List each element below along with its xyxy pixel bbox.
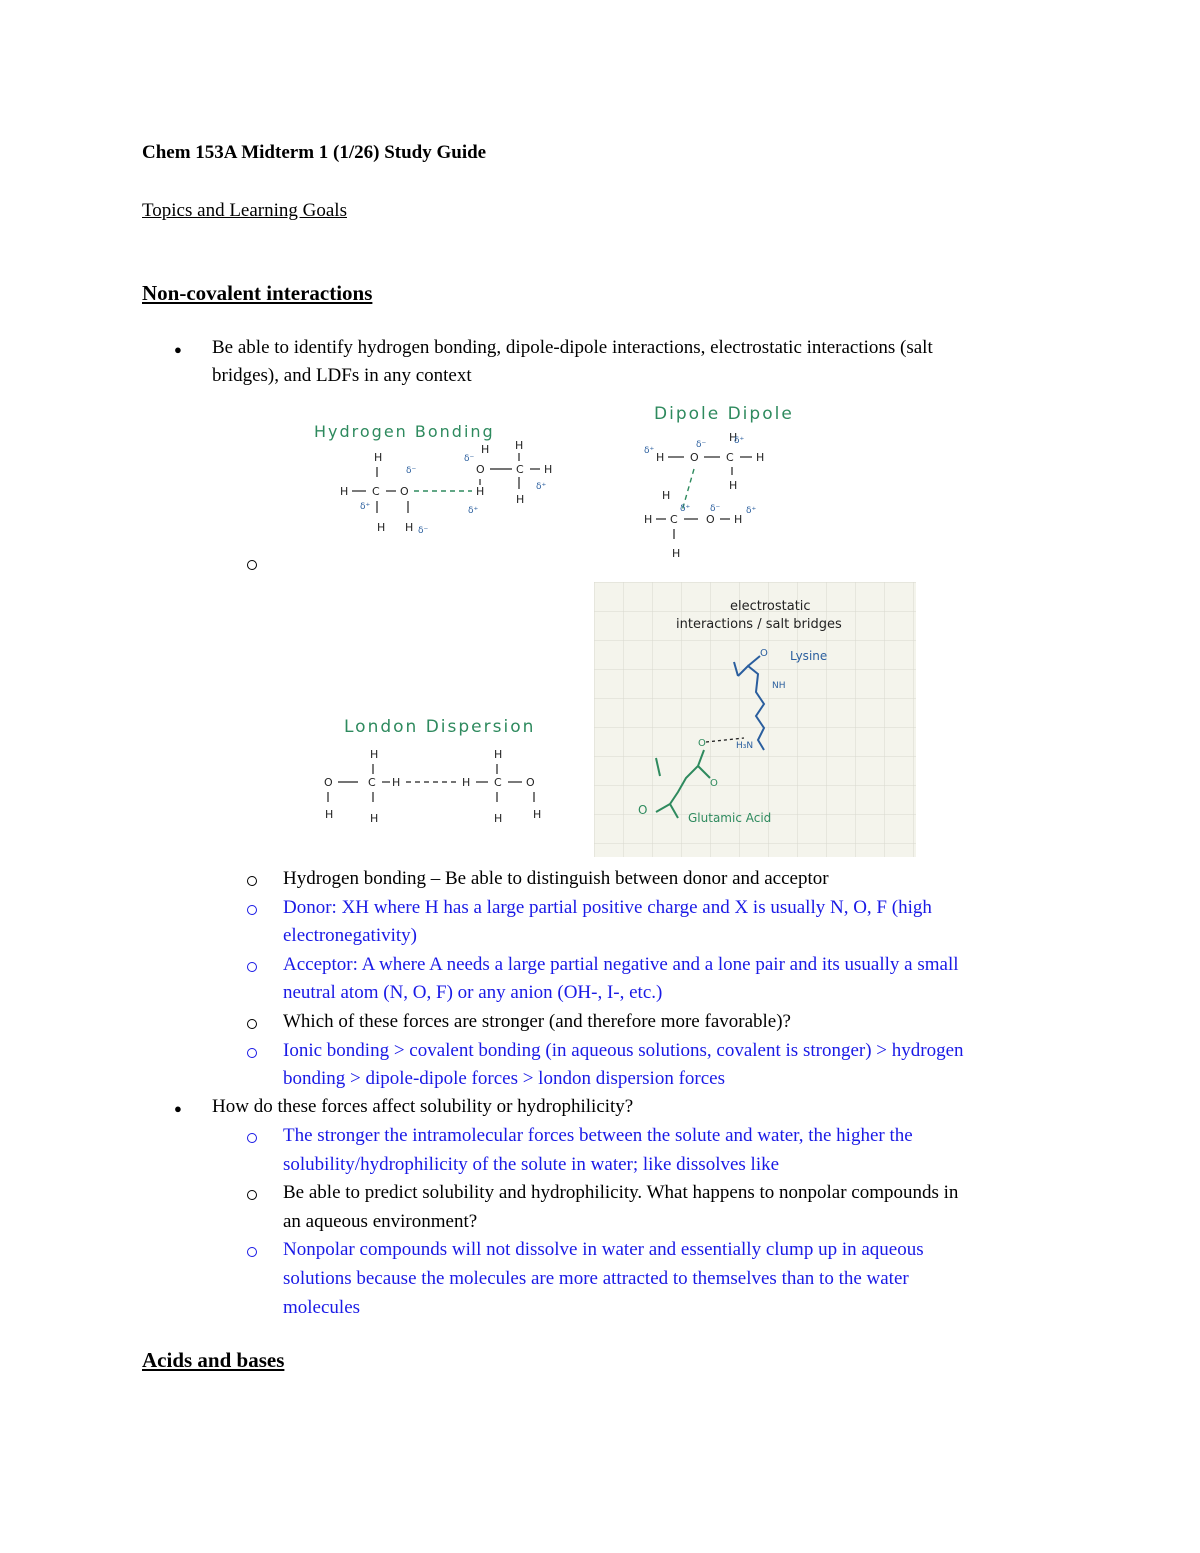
- bullet-dot: ●: [174, 342, 182, 357]
- sub-item-line: The stronger the intramolecular forces between the solute and water, the higher the: [283, 1125, 913, 1146]
- sub-item-line: Nonpolar compounds will not dissolve in water and essentially clump up in aqueous: [283, 1239, 924, 1261]
- svg-text:H: H: [392, 776, 401, 789]
- sub-item-line: Ionic bonding > covalent bonding (in aqueous solutions, covalent is stronger) > hydrogen: [283, 1039, 964, 1061]
- svg-text:NH: NH: [772, 681, 786, 691]
- bullet2-text: How do these forces affect solubility or hydrophilicity?: [212, 1096, 634, 1117]
- hbond-label: Hydrogen Bonding: [314, 422, 495, 441]
- sub-item-line: solubility/hydrophilicity of the solute in water; like dissolves like: [283, 1153, 780, 1175]
- svg-text:O: O: [710, 778, 718, 789]
- svg-text:H: H: [516, 493, 525, 506]
- london-dispersion-sketch: [300, 690, 590, 830]
- sub-bullet-circle: [247, 962, 257, 972]
- svg-text:O: O: [706, 513, 715, 526]
- svg-text:H: H: [370, 748, 379, 761]
- svg-text:δ⁻: δ⁻: [696, 440, 707, 450]
- sub-item-line: molecules: [283, 1296, 361, 1318]
- sub-item-line: Donor: XH where H has a large partial positive charge and X is usually N, O, F (high: [283, 896, 932, 918]
- svg-text:H: H: [340, 485, 349, 498]
- sub-bullet-circle: [247, 1019, 257, 1029]
- svg-text:δ⁻: δ⁻: [710, 504, 721, 514]
- svg-text:δ⁺: δ⁺: [536, 482, 547, 492]
- section-heading-noncovalent: Non-covalent interactions: [142, 281, 373, 305]
- svg-text:O: O: [400, 485, 409, 498]
- svg-text:H: H: [662, 489, 671, 502]
- svg-text:H: H: [756, 451, 765, 464]
- london-label: London Dispersion: [344, 717, 536, 737]
- svg-text:O: O: [638, 803, 648, 817]
- sub-bullet-circle: [247, 560, 257, 570]
- svg-text:H: H: [515, 439, 524, 452]
- svg-text:δ⁻: δ⁻: [406, 466, 417, 476]
- svg-text:δ⁺: δ⁺: [746, 506, 757, 516]
- svg-text:H: H: [734, 513, 743, 526]
- sub-item-line: Be able to predict solubility and hydrophilicity. What happens to nonpolar compounds in: [283, 1182, 959, 1204]
- svg-text:H: H: [729, 479, 738, 492]
- svg-text:H: H: [544, 463, 553, 476]
- svg-text:H: H: [672, 547, 681, 560]
- svg-text:H: H: [476, 485, 485, 498]
- svg-text:δ⁺: δ⁺: [468, 506, 479, 516]
- sub-item-line: Hydrogen bonding – Be able to distinguish between donor and acceptor: [283, 868, 829, 889]
- svg-text:H: H: [481, 443, 490, 456]
- subtitle: Topics and Learning Goals: [142, 200, 347, 221]
- salt-bridge-sketch: [594, 582, 916, 857]
- svg-text:C: C: [372, 485, 380, 498]
- svg-text:H: H: [494, 812, 503, 825]
- sub-item-line: Which of these forces are stronger (and therefore more favorable)?: [283, 1011, 791, 1032]
- svg-text:δ⁺: δ⁺: [680, 504, 691, 514]
- svg-text:C: C: [368, 776, 376, 789]
- svg-text:O: O: [476, 463, 485, 476]
- svg-text:δ⁺: δ⁺: [360, 502, 371, 512]
- sub-item-line: electronegativity): [283, 925, 417, 947]
- svg-text:H: H: [533, 808, 542, 821]
- svg-text:δ⁺: δ⁺: [734, 436, 745, 446]
- svg-text:H₃N: H₃N: [736, 741, 754, 751]
- hydrogen-bonding-sketch: [300, 405, 580, 550]
- sub-item-line: Acceptor: A where A needs a large partial negative and a lone pair and its usually a small: [283, 953, 959, 975]
- svg-text:δ⁺: δ⁺: [644, 446, 655, 456]
- svg-text:H: H: [494, 748, 503, 761]
- sub-item-line: neutral atom (N, O, F) or any anion (OH-, I-, etc.): [283, 982, 663, 1004]
- dipole-dipole-sketch: [640, 395, 840, 565]
- dipole-label: Dipole Dipole: [654, 404, 794, 424]
- svg-text:H: H: [377, 521, 386, 534]
- svg-text:O: O: [760, 648, 768, 659]
- sub-bullet-circle: [247, 1190, 257, 1200]
- salt-label-line1: electrostatic: [730, 599, 811, 614]
- svg-text:H: H: [462, 776, 471, 789]
- svg-text:H: H: [405, 521, 414, 534]
- salt-label-line2: interactions / salt bridges: [676, 617, 842, 632]
- svg-text:C: C: [726, 451, 734, 464]
- svg-text:H: H: [370, 812, 379, 825]
- svg-text:C: C: [670, 513, 678, 526]
- svg-text:H: H: [325, 808, 334, 821]
- sub-bullet-circle: [247, 876, 257, 886]
- svg-text:O: O: [698, 738, 706, 749]
- page-title: Chem 153A Midterm 1 (1/26) Study Guide: [142, 142, 487, 163]
- svg-text:δ⁻: δ⁻: [418, 526, 429, 536]
- bullet1-line1: Be able to identify hydrogen bonding, dipole-dipole interactions, electrostatic interactions (salt: [212, 337, 933, 358]
- svg-text:O: O: [690, 451, 699, 464]
- sub-item-line: solutions because the molecules are more attracted to themselves than to the water: [283, 1268, 909, 1289]
- glutamic-label: Glutamic Acid: [688, 811, 772, 825]
- svg-text:H: H: [729, 431, 738, 444]
- sub-item-line: an aqueous environment?: [283, 1210, 478, 1232]
- sub-bullet-circle: [247, 905, 257, 915]
- svg-text:O: O: [324, 776, 333, 789]
- svg-text:C: C: [494, 776, 502, 789]
- svg-text:O: O: [526, 776, 535, 789]
- sub-item-line: bonding > dipole-dipole forces > london dispersion forces: [283, 1068, 725, 1090]
- sub-bullet-circle: [247, 1133, 257, 1143]
- svg-text:H: H: [656, 451, 665, 464]
- bullet-dot: ●: [174, 1101, 182, 1116]
- svg-text:C: C: [516, 463, 524, 476]
- bullet1-line2: bridges), and LDFs in any context: [212, 365, 472, 386]
- section-heading-acids: Acids and bases: [142, 1348, 285, 1372]
- svg-text:H: H: [374, 451, 383, 464]
- svg-text:H: H: [644, 513, 653, 526]
- sub-bullet-circle: [247, 1048, 257, 1058]
- lysine-label: Lysine: [790, 649, 828, 663]
- svg-text:δ⁻: δ⁻: [464, 454, 475, 464]
- sub-bullet-circle: [247, 1247, 257, 1257]
